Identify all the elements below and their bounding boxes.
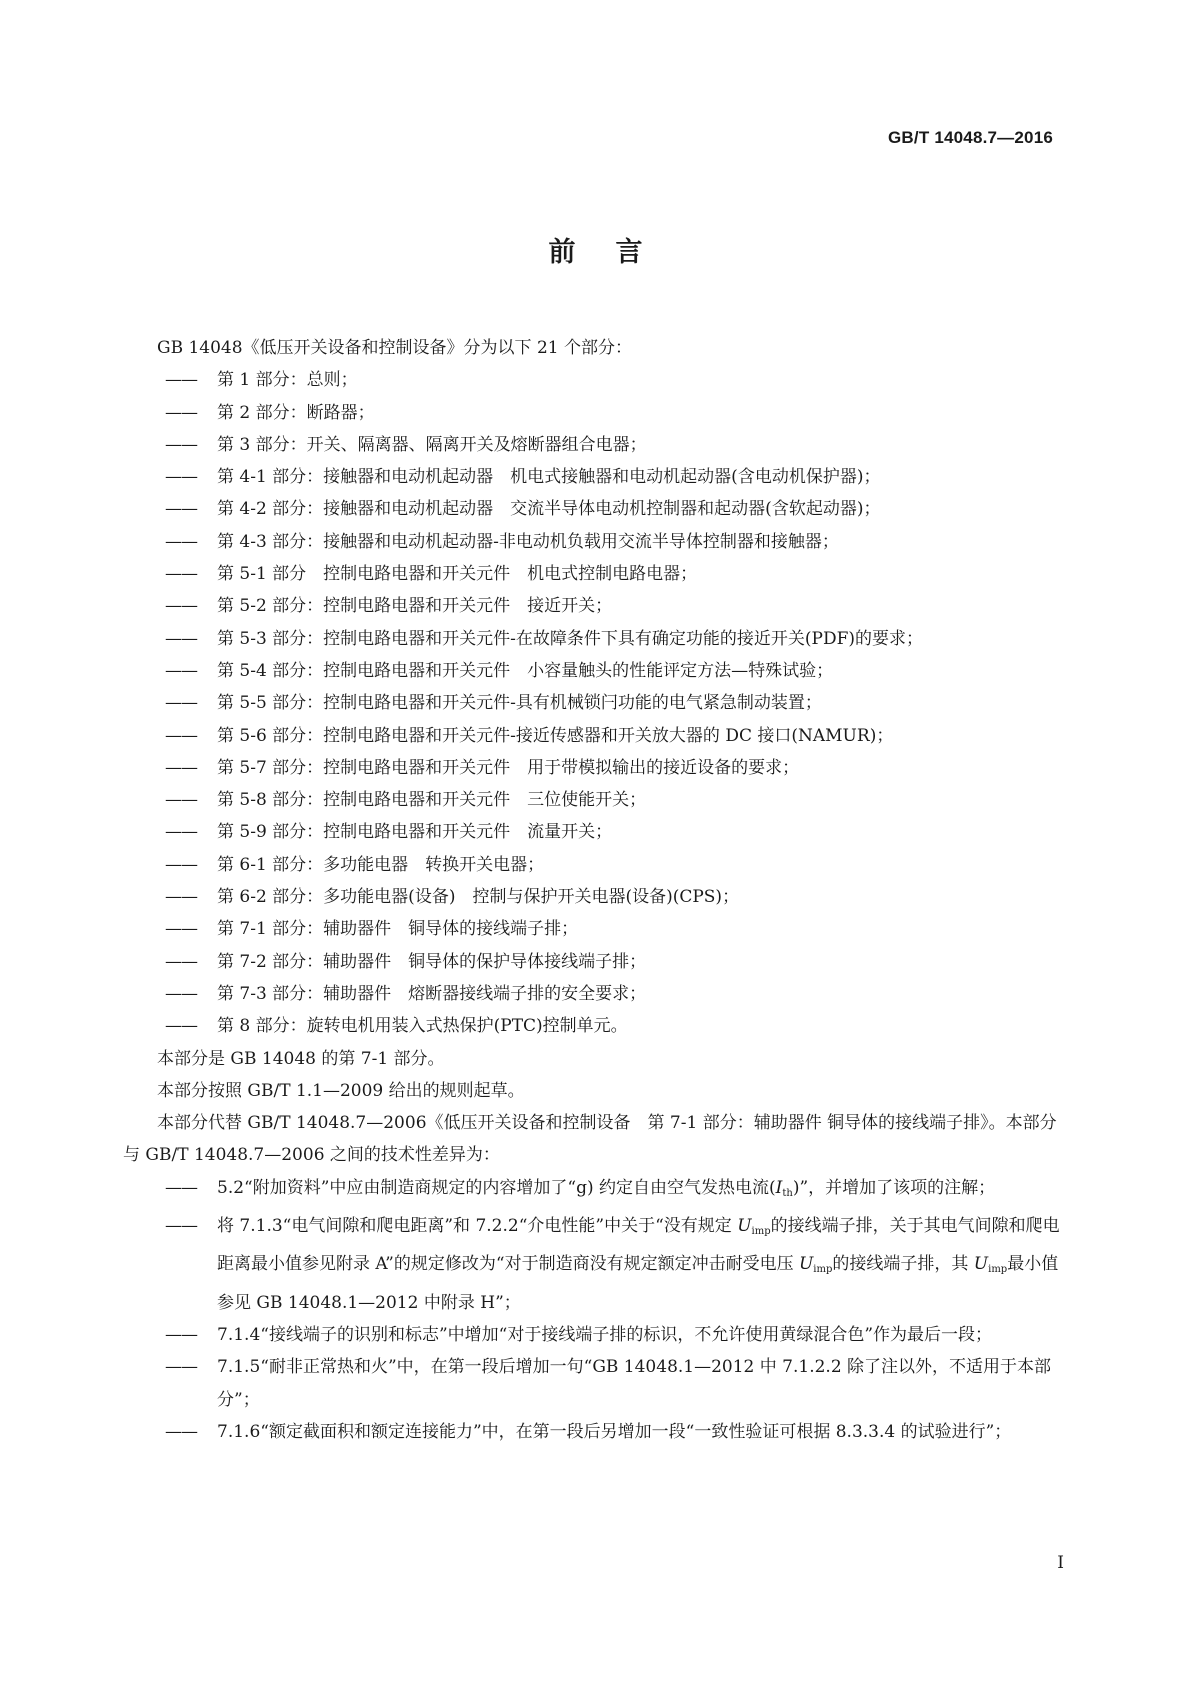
dash: —— [165, 951, 197, 972]
list-item-text: 7.1.4“接线端子的识别和标志”中增加“对于接线端子排的标识，不允许使用黄绿混合色”作为最后一段； [217, 1324, 993, 1345]
variable-symbol: U [973, 1254, 989, 1275]
dash: —— [165, 983, 197, 1004]
list-item [123, 752, 1061, 784]
document-body [123, 332, 1061, 1448]
dash: —— [165, 628, 197, 649]
list-item [123, 1210, 1061, 1319]
list-item-text: 7.1.6“额定截面积和额定连接能力”中，在第一段后另增加一段“一致性验证可根据 8.3.3.4 的试验进行”； [217, 1421, 1012, 1442]
standard-code: GB/T 14048.7—2016 [888, 128, 1053, 147]
text-run: 的接线端子排，其 [832, 1254, 974, 1275]
list-item [123, 946, 1061, 978]
list-item-text: 第 7-3 部分：辅助器件 熔断器接线端子排的安全要求； [217, 983, 647, 1004]
list-item-text: 第 7-1 部分：辅助器件 铜导体的接线端子排； [217, 919, 579, 940]
list-item [123, 1319, 1061, 1351]
list-item [123, 913, 1061, 945]
dash: —— [165, 790, 197, 811]
dash: —— [165, 434, 197, 455]
dash: —— [165, 370, 197, 391]
list-item-text [217, 1210, 1061, 1319]
list-item-text: 第 4-1 部分：接触器和电动机起动器 机电式接触器和电动机起动器(含电动机保护器)； [217, 467, 881, 488]
dash: —— [165, 693, 197, 714]
list-item-text: 第 5-9 部分：控制电路电器和开关元件 流量开关； [217, 822, 613, 843]
list-item-text: 第 1 部分：总则； [217, 370, 358, 391]
dash: —— [165, 596, 197, 617]
drafting-rules-paragraph: 本部分按照 GB/T 1.1—2009 给出的规则起草。 [157, 1080, 525, 1101]
text-run: 最小值参见 GB 14048.1—2012 中附录 H”； [217, 1254, 1059, 1313]
dash: —— [165, 1016, 197, 1037]
dash: —— [165, 887, 197, 908]
list-item-text: 第 5-8 部分：控制电路电器和开关元件 三位使能开关； [217, 790, 647, 811]
dash: —— [165, 499, 197, 520]
list-item [123, 881, 1061, 913]
list-item [123, 784, 1061, 816]
list-item-text: 第 5-7 部分：控制电路电器和开关元件 用于带模拟输出的接近设备的要求； [217, 757, 800, 778]
list-item [123, 687, 1061, 719]
list-item-text: 第 5-1 部分 控制电路电器和开关元件 机电式控制电路电器； [217, 564, 698, 585]
list-item-text: 第 5-4 部分：控制电路电器和开关元件 小容量触头的性能评定方法—特殊试验； [217, 660, 834, 681]
subscript: imp [751, 1226, 771, 1238]
dash: —— [165, 531, 197, 552]
parts-list [123, 364, 1061, 1042]
dash: —— [165, 564, 197, 585]
dash: —— [165, 822, 197, 843]
dash: —— [165, 402, 197, 423]
page-number: I [1057, 1553, 1064, 1573]
list-item [123, 526, 1061, 558]
dash: —— [165, 854, 197, 875]
dash: —— [165, 467, 197, 488]
list-item [123, 1172, 1061, 1210]
list-item [123, 655, 1061, 687]
list-item [123, 816, 1061, 848]
list-item-text: 7.1.5“耐非正常热和火”中，在第一段后增加一句“GB 14048.1—2012 中 7.1.2.2 除了注以外，不适用于本部分”； [217, 1357, 1052, 1410]
text-run: )”，并增加了该项的注解； [792, 1177, 996, 1198]
list-item [123, 1010, 1061, 1042]
list-item-text: 第 5-2 部分：控制电路电器和开关元件 接近开关； [217, 596, 613, 617]
list-item [123, 558, 1061, 590]
list-item-text: 第 5-3 部分：控制电路电器和开关元件-在故障条件下具有确定功能的接近开关(PDF)的要求； [217, 628, 924, 649]
list-item-text: 第 3 部分：开关、隔离器、隔离开关及熔断器组合电器； [217, 434, 647, 455]
text-run: 5.2“附加资料”中应由制造商规定的内容增加了“g) 约定自由空气发热电流( [217, 1177, 776, 1198]
list-item [123, 720, 1061, 752]
list-item-text: 第 5-5 部分：控制电路电器和开关元件-具有机械锁闩功能的电气紧急制动装置； [217, 693, 822, 714]
list-item [123, 849, 1061, 881]
list-item-text: 第 7-2 部分：辅助器件 铜导体的保护导体接线端子排； [217, 951, 647, 972]
dash: —— [165, 1324, 197, 1345]
intro-paragraph: GB 14048《低压开关设备和控制设备》分为以下 21 个部分： [157, 338, 632, 358]
list-item [123, 590, 1061, 622]
page-title: 前言 [548, 237, 683, 268]
text-run: 的接线端子排，关于其电气间隙和爬电距离最小值参见附录 A”的规定修改为“对于制造商没有规定额定冲击耐受电压 [217, 1216, 1060, 1275]
list-item-text: 第 4-3 部分：接触器和电动机起动器-非电动机负载用交流半导体控制器和接触器； [217, 531, 839, 552]
dash: —— [165, 1177, 197, 1198]
replacement-paragraph: 本部分代替 GB/T 14048.7—2006《低压开关设备和控制设备 第 7-1 部分：辅助器件 铜导体的接线端子排》。本部分与 GB/T 14048.7—2006 之间的技术性差异为： [123, 1113, 1057, 1166]
changes-list [123, 1172, 1061, 1448]
dash: —— [165, 725, 197, 746]
list-item [123, 623, 1061, 655]
dash: —— [165, 757, 197, 778]
list-item-text: 第 6-1 部分：多功能电器 转换开关电器； [217, 854, 545, 875]
list-item-text [217, 1172, 1061, 1210]
list-item [123, 461, 1061, 493]
list-item [123, 364, 1061, 396]
variable-symbol: U [737, 1216, 752, 1237]
list-item [123, 978, 1061, 1010]
part-statement-paragraph: 本部分是 GB 14048 的第 7-1 部分。 [157, 1048, 445, 1069]
list-item [123, 429, 1061, 461]
subscript: th [782, 1187, 793, 1199]
list-item-text: 第 5-6 部分：控制电路电器和开关元件-接近传感器和开关放大器的 DC 接口(NAMUR)； [217, 725, 894, 746]
variable-symbol: U [798, 1254, 814, 1275]
variable-symbol: I [775, 1177, 783, 1198]
dash: —— [165, 660, 197, 681]
subscript: imp [813, 1264, 833, 1276]
list-item [123, 1416, 1061, 1448]
subscript: imp [988, 1264, 1008, 1276]
dash: —— [165, 1421, 197, 1442]
dash: —— [165, 1357, 197, 1378]
list-item [123, 493, 1061, 525]
dash: —— [165, 919, 197, 940]
list-item-text: 第 6-2 部分：多功能电器(设备) 控制与保护开关电器(设备)(CPS)； [217, 887, 740, 908]
list-item-text: 第 4-2 部分：接触器和电动机起动器 交流半导体电动机控制器和起动器(含软起动器)； [217, 499, 881, 520]
list-item-text: 第 8 部分：旋转电机用装入式热保护(PTC)控制单元。 [217, 1016, 628, 1037]
dash: —— [165, 1216, 197, 1237]
text-run: 将 7.1.3“电气间隙和爬电距离”和 7.2.2“介电性能”中关于“没有规定 [217, 1216, 738, 1237]
list-item [123, 397, 1061, 429]
list-item [123, 1351, 1061, 1416]
list-item-text: 第 2 部分：断路器； [217, 402, 375, 423]
